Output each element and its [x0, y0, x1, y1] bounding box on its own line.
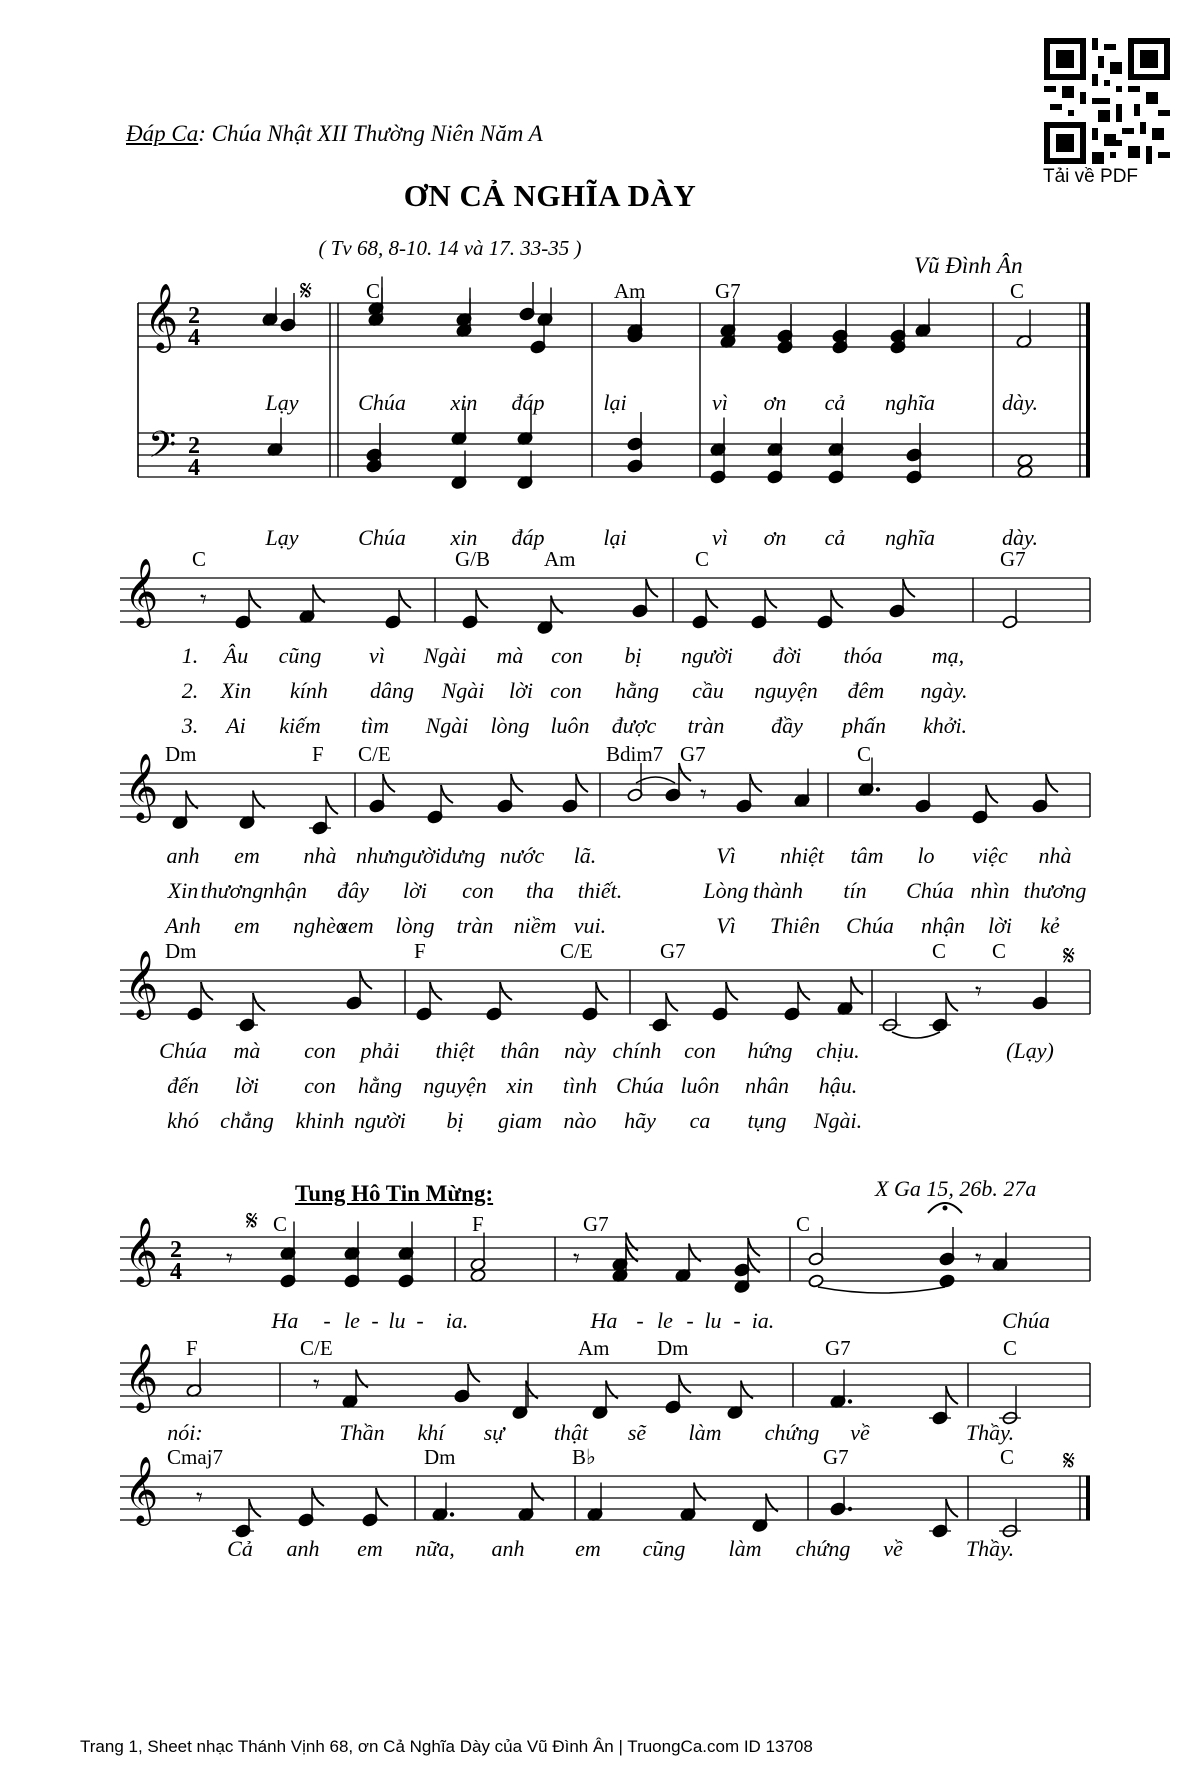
note-flag: [253, 993, 265, 1011]
lyric-acclamation: -: [371, 1308, 379, 1333]
chord-symbol: C: [366, 279, 381, 303]
lyric-verse-3: xem: [338, 913, 374, 938]
psalm-reference: ( Tv 68, 8-10. 14 và 17. 33-35 ): [318, 236, 582, 260]
lyric-verse-2: thiết.: [577, 878, 623, 903]
chord-symbol: G7: [583, 1212, 609, 1236]
lyric-verse-2: hậu.: [818, 1073, 858, 1098]
lyric-acclamation: lu: [388, 1308, 406, 1333]
note-flag: [726, 982, 738, 1000]
lyric-acclamation: làm: [688, 1420, 722, 1445]
lyric-refrain-treble: cả: [824, 390, 846, 415]
chord-symbol: F: [472, 1212, 484, 1236]
note-flag: [1046, 774, 1058, 792]
lyric-verse-2: ngày.: [920, 678, 968, 703]
lyric-acclamation: thật: [553, 1420, 589, 1445]
acclamation-heading: Tung Hô Tin Mừng:: [295, 1181, 494, 1206]
lyric-verse-1: con: [304, 1038, 336, 1063]
lyric-verse-2: con: [304, 1073, 336, 1098]
note-flag: [986, 785, 998, 803]
eighth-rest-icon: 𝄾: [226, 1244, 233, 1274]
lyric-verse-2: Chúa: [906, 878, 954, 903]
lyric-refrain-bass: dày.: [1001, 525, 1039, 550]
chord-symbol: C/E: [300, 1336, 333, 1360]
chord-symbol: C: [857, 742, 872, 766]
lyric-verse-3: tìm: [360, 713, 390, 738]
download-pdf-link[interactable]: Tải về PDF: [1043, 166, 1139, 187]
note-flag: [441, 785, 453, 803]
note-flag: [476, 590, 488, 608]
lyric-verse-1: em: [234, 843, 260, 868]
chord-symbol: C: [1000, 1445, 1015, 1469]
bass-clef-icon: 𝄢: [148, 424, 177, 475]
lyric-refrain-bass: đáp: [511, 525, 545, 550]
note-flag: [903, 579, 915, 597]
note-dot: [876, 787, 880, 791]
eighth-rest-icon: 𝄾: [975, 977, 982, 1007]
note-flag: [500, 982, 512, 1000]
chord-symbol: Am: [614, 279, 646, 303]
lyric-refrain-bass: cả: [824, 525, 846, 550]
note-dot: [450, 1512, 454, 1516]
note-flag: [399, 590, 411, 608]
lyric-acclamation: về: [850, 1420, 870, 1445]
lyric-verse-2: nhìn: [970, 878, 1010, 903]
lyric-refrain-treble: nghĩa: [884, 390, 936, 415]
lyric-verse-1: con: [551, 643, 583, 668]
chord-symbol: Am: [544, 547, 576, 571]
lyric-refrain-bass: vì: [712, 525, 728, 550]
lyric-verse-1: nước: [499, 843, 545, 868]
lyric-acclamation: -: [733, 1308, 741, 1333]
lyric-verse-3: vui.: [573, 913, 607, 938]
lyric-verse-2: đây: [337, 878, 369, 903]
lyric-verse-1: nhà: [303, 843, 337, 868]
lyric-verse-1: Chúa: [159, 1038, 207, 1063]
lyric-verse-2: lời: [403, 878, 427, 903]
segno-icon: 𝄋: [300, 274, 313, 307]
time-signature-top: 2: [170, 1237, 182, 1263]
lyric-acclamation: chứng: [764, 1420, 820, 1445]
note-flag: [946, 993, 958, 1011]
lyric-verse-1: dưng: [440, 843, 486, 868]
lyric-verse-3: đầy: [771, 713, 803, 738]
lyric-verse-3: nào: [563, 1108, 597, 1133]
eighth-rest-icon: 𝄾: [196, 1483, 203, 1513]
lyric-verse-3: người: [354, 1108, 406, 1133]
chord-symbol: F: [186, 1336, 198, 1360]
lyric-verse-2: Lòng: [703, 878, 749, 903]
lyric-acclamation: làm: [728, 1536, 762, 1561]
lyric-verse-2: hằng: [615, 678, 659, 703]
lyric-verse-1: phải: [360, 1038, 400, 1063]
lyric-acclamation: sự: [483, 1420, 505, 1445]
segno-icon: 𝄋: [246, 1204, 259, 1237]
chord-symbol: Am: [578, 1336, 610, 1360]
chord-symbol: G7: [1000, 547, 1026, 571]
eighth-rest-icon: 𝄾: [313, 1370, 320, 1400]
lyric-verse-1: thóa: [843, 643, 883, 668]
note-flag: [666, 993, 678, 1011]
chord-symbol: G7: [825, 1336, 851, 1360]
lyric-verse-1: đời: [772, 643, 802, 668]
eighth-rest-icon: 𝄾: [200, 585, 207, 615]
lyric-verse-1: như: [356, 843, 390, 868]
note-flag: [798, 982, 810, 1000]
lyric-verse-1: Ngài: [423, 643, 467, 668]
note-flag: [201, 982, 213, 1000]
lyric-verse-2: tha: [525, 878, 555, 903]
chord-symbol: Dm: [165, 742, 197, 766]
gospel-reference: X Ga 15, 26b. 27a: [875, 1176, 1037, 1201]
time-signature-bottom: 4: [170, 1259, 182, 1285]
lyric-acclamation: cũng: [642, 1536, 686, 1561]
lyric-verse-1: con: [684, 1038, 716, 1063]
lyric-verse-1: này: [564, 1038, 596, 1063]
lyric-verse-3: khó: [167, 1108, 199, 1133]
chord-symbol: G7: [823, 1445, 849, 1469]
lyric-acclamation: Thầy.: [965, 1420, 1015, 1445]
lyric-verse-3: Thiên: [769, 913, 821, 938]
lyric-acclamation: le: [344, 1308, 360, 1333]
note-flag: [312, 1488, 324, 1506]
note-flag: [706, 590, 718, 608]
treble-clef-icon: 𝄞: [144, 282, 179, 350]
note-head: [939, 1274, 955, 1288]
lyric-verse-2: hằng: [358, 1073, 402, 1098]
lyric-verse-2: thương: [200, 878, 264, 903]
lyric-verse-3: Ngài.: [813, 1108, 863, 1133]
lyric-verse-3: bị: [446, 1108, 464, 1133]
chord-symbol: Dm: [657, 1336, 689, 1360]
chord-symbol: C: [192, 547, 207, 571]
lyric-verse-2: nguyện: [423, 1073, 487, 1098]
note-flag: [249, 590, 261, 608]
chord-symbol: C/E: [560, 939, 593, 963]
note-flag: [831, 590, 843, 608]
lyric-verse-3: ca: [689, 1108, 711, 1133]
note-flag: [430, 982, 442, 1000]
lyric-verse-3: Ai: [226, 713, 246, 738]
lyric-verse-1: Vì: [716, 843, 736, 868]
lyric-verse-1: việc: [972, 843, 1008, 868]
lyric-acclamation: anh: [491, 1536, 525, 1561]
lyric-refrain-bass: nghĩa: [884, 525, 936, 550]
lyric-acclamation: -: [416, 1308, 424, 1333]
note-dot: [848, 1399, 852, 1403]
lyric-verse-1: anh: [166, 843, 200, 868]
lyric-verse-2: tín: [843, 878, 867, 903]
lyric-refrain-treble: vì: [712, 390, 728, 415]
lyric-refrain-treble: Chúa: [358, 390, 406, 415]
lyric-verse-3: được: [611, 713, 657, 738]
note-flag: [383, 774, 395, 792]
note-flag: [249, 1499, 261, 1517]
note-flag: [646, 579, 658, 597]
lyric-refrain-treble: đáp: [511, 390, 545, 415]
lyric-verse-1: thân: [500, 1038, 540, 1063]
lyric-refrain-bass: xin: [450, 525, 478, 550]
time-signature-top: 2: [188, 303, 200, 329]
lyric-verse-1: nhiệt: [780, 843, 824, 868]
lyric-verse-1: mạ,: [931, 643, 965, 668]
chord-symbol: F: [414, 939, 426, 963]
lyric-verse-2: đêm: [847, 678, 885, 703]
tie-slur: [818, 1287, 945, 1293]
lyric-acclamation: chứng: [795, 1536, 851, 1561]
lyric-verse-3: Vì: [716, 913, 736, 938]
treble-clef-icon: 𝄞: [124, 557, 159, 625]
lyric-refrain-treble: ơn: [763, 390, 787, 415]
lyric-verse-1: 1.: [181, 643, 199, 668]
note-flag: [946, 1499, 958, 1517]
lyric-verse-3: lời: [988, 913, 1012, 938]
chord-symbol: C: [796, 1212, 811, 1236]
lyric-verse-1: người: [389, 843, 441, 868]
note-flag: [376, 1488, 388, 1506]
chord-symbol: G7: [680, 742, 706, 766]
lyric-verse-3: tràn: [456, 913, 494, 938]
segno-icon: 𝄋: [1063, 1444, 1076, 1477]
eighth-rest-icon: 𝄾: [573, 1244, 580, 1274]
lyric-verse-1: mà: [233, 1038, 261, 1063]
chord-symbol: C: [273, 1212, 288, 1236]
lyric-verse-3: giam: [498, 1108, 542, 1133]
lyric-acclamation: Thần: [339, 1420, 385, 1445]
eighth-rest-icon: 𝄾: [975, 1244, 982, 1274]
lyric-verse-1: thiệt: [435, 1038, 475, 1063]
lyric-acclamation: ia.: [445, 1308, 469, 1333]
lyric-acclamation: Cả: [227, 1536, 253, 1561]
chord-symbol: B♭: [572, 1445, 596, 1469]
lyric-verse-3: tràn: [687, 713, 725, 738]
lyric-verse-1: người: [681, 643, 733, 668]
lyric-refrain-treble: dày.: [1001, 390, 1039, 415]
lyric-verse-2: Xin: [220, 678, 252, 703]
chord-symbol: C: [1010, 279, 1025, 303]
lyric-verse-3: nhận: [921, 913, 965, 938]
note-flag: [326, 796, 338, 814]
lyric-verse-2: thành: [752, 878, 804, 903]
lyric-verse-3: khởi.: [922, 713, 968, 738]
note-flag: [750, 774, 762, 792]
lyric-acclamation: nói:: [167, 1420, 203, 1445]
composer: Vũ Đình Ân: [914, 253, 1023, 278]
lyric-acclamation: Thầy.: [965, 1536, 1015, 1561]
lyric-verse-2: 2.: [181, 678, 199, 703]
chord-symbol: C: [932, 939, 947, 963]
lyric-verse-2: xin: [506, 1073, 534, 1098]
lyric-verse-3: kẻ: [1040, 913, 1060, 938]
chord-symbol: Dm: [165, 939, 197, 963]
subtitle-label: Đáp Ca: [126, 121, 199, 146]
lyric-refrain-bass: lại: [603, 525, 627, 550]
note-flag: [946, 1386, 958, 1404]
note-head: [808, 1274, 824, 1288]
eighth-rest-icon: 𝄾: [700, 780, 707, 810]
lyric-verse-2: Ngài: [441, 678, 485, 703]
lyric-verse-1: mà: [496, 643, 524, 668]
lyric-verse-2: con: [550, 678, 582, 703]
lyric-verse-1: vì: [369, 643, 385, 668]
lyric-verse-2: lời: [509, 678, 533, 703]
lyric-verse-3: nghèo: [293, 913, 347, 938]
lyric-verse-3: niềm: [513, 913, 557, 938]
lyric-verse-1: (Lạy): [1006, 1038, 1054, 1063]
lyric-verse-3: phấn: [842, 713, 886, 738]
chord-symbol: Bdim7: [606, 742, 664, 766]
time-signature-bottom: 4: [188, 455, 200, 481]
lyric-acclamation: anh: [286, 1536, 320, 1561]
chord-symbol: G7: [715, 279, 741, 303]
lyric-acclamation: khí: [417, 1420, 445, 1445]
lyric-acclamation: ia.: [751, 1308, 775, 1333]
lyric-verse-2: lời: [235, 1073, 259, 1098]
subtitle-text: : Chúa Nhật XII Thường Niên Năm A: [198, 121, 543, 146]
lyric-verse-3: em: [234, 913, 260, 938]
tie-slur: [636, 777, 675, 783]
page-footer: Trang 1, Sheet nhạc Thánh Vịnh 68, ơn Cả Nghĩa Dày của Vũ Đình Ân | TruongCa.com ID 13708: [80, 1737, 813, 1756]
lyric-verse-2: con: [462, 878, 494, 903]
lyric-acclamation: về: [883, 1536, 903, 1561]
lyric-refrain-bass: Lạy: [265, 525, 299, 550]
lyric-acclamation: Ha: [271, 1308, 299, 1333]
lyric-verse-2: đến: [167, 1073, 199, 1098]
lyric-verse-3: Anh: [165, 913, 201, 938]
lyric-verse-3: lòng: [395, 913, 435, 938]
chord-symbol: C/E: [358, 742, 391, 766]
segno-icon: 𝄋: [1063, 939, 1076, 972]
lyric-verse-1: tâm: [850, 843, 884, 868]
lyric-acclamation: -: [636, 1308, 644, 1333]
lyric-verse-2: nhân: [745, 1073, 789, 1098]
lyric-verse-1: chịu.: [816, 1038, 860, 1063]
lyric-verse-1: lo: [917, 843, 935, 868]
chord-symbol: C: [992, 939, 1007, 963]
lyric-verse-3: kiếm: [279, 713, 321, 738]
lyric-verse-2: nhận: [263, 878, 307, 903]
chord-symbol: C: [695, 547, 710, 571]
chord-symbol: C: [1003, 1336, 1018, 1360]
lyric-verse-2: Chúa: [616, 1073, 664, 1098]
note-flag: [748, 1238, 760, 1256]
treble-clef-icon: 𝄞: [124, 1216, 159, 1284]
treble-clef-icon: 𝄞: [124, 1455, 159, 1523]
fermata-dot: [943, 1206, 948, 1211]
lyric-verse-1: bị: [624, 643, 642, 668]
lyric-acclamation: nữa,: [415, 1536, 455, 1561]
lyric-acclamation: em: [575, 1536, 601, 1561]
treble-clef-icon: 𝄞: [124, 1342, 159, 1410]
lyric-verse-3: 3.: [181, 713, 199, 738]
lyric-verse-1: chính: [612, 1038, 662, 1063]
note-flag: [511, 774, 523, 792]
lyric-verse-3: chẳng: [220, 1108, 274, 1133]
lyric-acclamation: lu: [704, 1308, 722, 1333]
lyric-acclamation: le: [657, 1308, 673, 1333]
note-flag: [765, 590, 777, 608]
lyric-acclamation: Chúa: [1002, 1308, 1050, 1333]
lyric-verse-2: nguyện: [754, 678, 818, 703]
lyric-acclamation: Ha: [590, 1308, 618, 1333]
note-flag: [468, 1364, 480, 1382]
lyric-verse-2: thương: [1023, 878, 1087, 903]
time-signature-bottom: 4: [188, 325, 200, 351]
lyric-verse-2: luôn: [680, 1073, 720, 1098]
treble-clef-icon: 𝄞: [124, 752, 159, 820]
lyric-refrain-treble: xin: [450, 390, 478, 415]
lyric-acclamation: -: [323, 1308, 331, 1333]
lyric-refrain-treble: lại: [603, 390, 627, 415]
lyric-verse-1: nhà: [1038, 843, 1072, 868]
lyric-verse-1: cũng: [278, 643, 322, 668]
lyric-verse-3: Chúa: [846, 913, 894, 938]
lyric-verse-1: hứng: [747, 1038, 793, 1063]
note-dot: [848, 1507, 852, 1511]
chord-symbol: Cmaj7: [167, 1445, 223, 1469]
lyric-verse-2: cầu: [692, 678, 724, 703]
lyric-verse-3: hãy: [624, 1108, 656, 1133]
treble-clef-icon: 𝄞: [124, 949, 159, 1017]
lyric-verse-3: tụng: [747, 1108, 787, 1133]
lyric-acclamation: sẽ: [627, 1420, 647, 1445]
chord-symbol: G/B: [455, 547, 491, 571]
lyric-verse-3: lòng: [490, 713, 530, 738]
lyric-refrain-bass: ơn: [763, 525, 787, 550]
note-flag: [679, 1375, 691, 1393]
lyric-acclamation: em: [357, 1536, 383, 1561]
note-flag: [576, 774, 588, 792]
song-title: ƠN CẢ NGHĨA DÀY: [403, 178, 697, 213]
lyric-verse-3: Ngài: [425, 713, 469, 738]
chord-symbol: G7: [660, 939, 686, 963]
note-flag: [360, 971, 372, 989]
lyric-verse-3: luôn: [550, 713, 590, 738]
lyric-refrain-treble: Lạy: [265, 390, 299, 415]
lyric-verse-2: Xin: [167, 878, 199, 903]
lyric-verse-2: tình: [562, 1073, 598, 1098]
lyric-refrain-bass: Chúa: [358, 525, 406, 550]
lyric-verse-2: dâng: [370, 678, 414, 703]
tie-slur: [892, 1032, 940, 1038]
chord-symbol: Dm: [424, 1445, 456, 1469]
lyric-verse-1: lã.: [573, 843, 597, 868]
lyric-acclamation: -: [686, 1308, 694, 1333]
time-signature-top: 2: [188, 433, 200, 459]
lyric-verse-1: Âu: [223, 643, 249, 668]
lyric-verse-3: khinh: [295, 1108, 345, 1133]
lyric-verse-2: kính: [290, 678, 328, 703]
note-flag: [596, 982, 608, 1000]
chord-symbol: F: [312, 742, 324, 766]
